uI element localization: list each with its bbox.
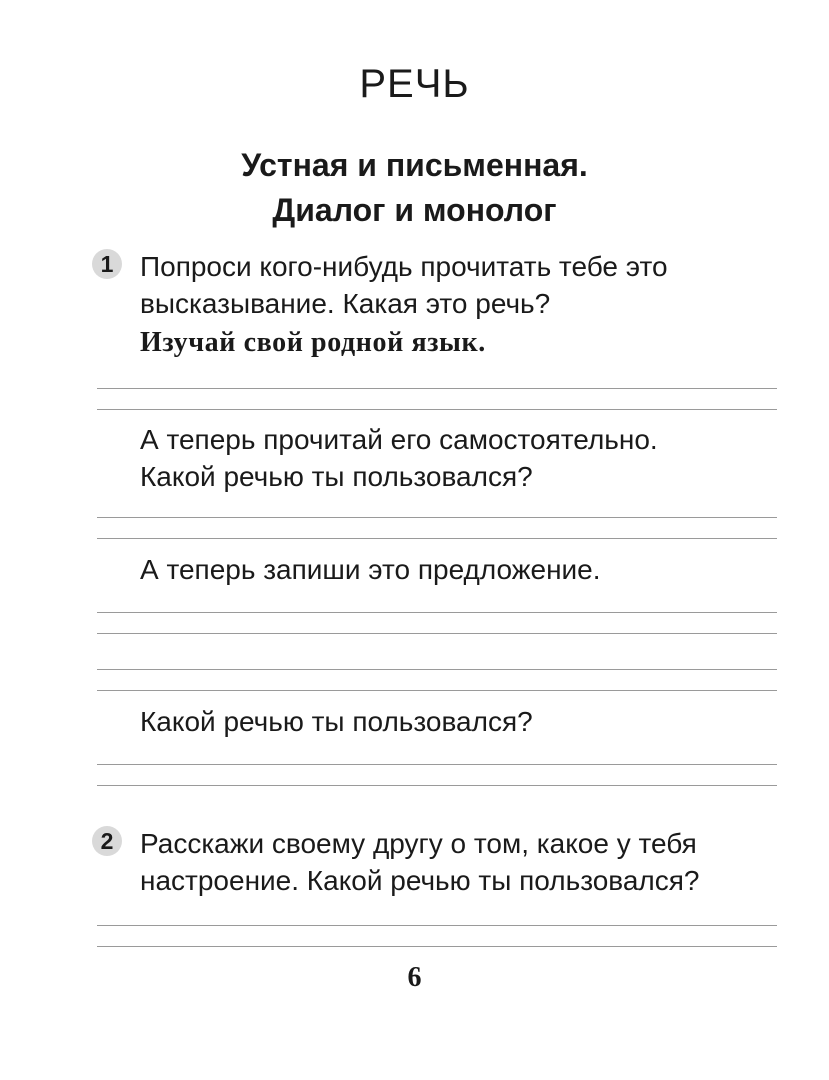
writing-line[interactable] (97, 517, 777, 518)
writing-line[interactable] (97, 946, 777, 947)
writing-line[interactable] (97, 925, 777, 926)
page-number: 6 (407, 962, 422, 993)
task-1-step-2 (140, 421, 780, 495)
writing-line[interactable] (97, 764, 777, 765)
task-2-instruction-line-1: Расскажи своему другу о том, какое у тебя (140, 828, 697, 859)
task-1-step-3: А теперь запиши это предложение. (140, 554, 601, 585)
task-1-instruction-line-1: Попроси кого-нибудь прочитать тебе это (140, 251, 668, 282)
task-1-number-badge: 1 (92, 249, 122, 279)
writing-line[interactable] (97, 633, 777, 634)
task-1-step-2-line-1: А теперь прочитай его самостоятельно. (140, 424, 658, 455)
writing-line[interactable] (97, 690, 777, 691)
sample-sentence: Изучай свой родной язык. (140, 327, 486, 358)
lesson-title (0, 143, 829, 233)
writing-line[interactable] (97, 669, 777, 670)
section-title: РЕЧЬ (359, 62, 470, 106)
task-2-instruction (140, 825, 780, 899)
lesson-title-line-2: Диалог и монолог (272, 192, 557, 228)
task-1-step-4: Какой речью ты пользовался? (140, 706, 533, 737)
task-2-instruction-line-2: настроение. Какой речью ты пользовался? (140, 865, 700, 896)
task-1-instruction-line-2: высказывание. Какая это речь? (140, 288, 551, 319)
writing-line[interactable] (97, 409, 777, 410)
lesson-title-line-1: Устная и письменная. (241, 147, 588, 183)
writing-line[interactable] (97, 538, 777, 539)
task-1-instruction (140, 248, 780, 322)
writing-line[interactable] (97, 785, 777, 786)
writing-line[interactable] (97, 388, 777, 389)
task-1-step-2-line-2: Какой речью ты пользовался? (140, 461, 533, 492)
task-2-number-badge: 2 (92, 826, 122, 856)
writing-line[interactable] (97, 612, 777, 613)
